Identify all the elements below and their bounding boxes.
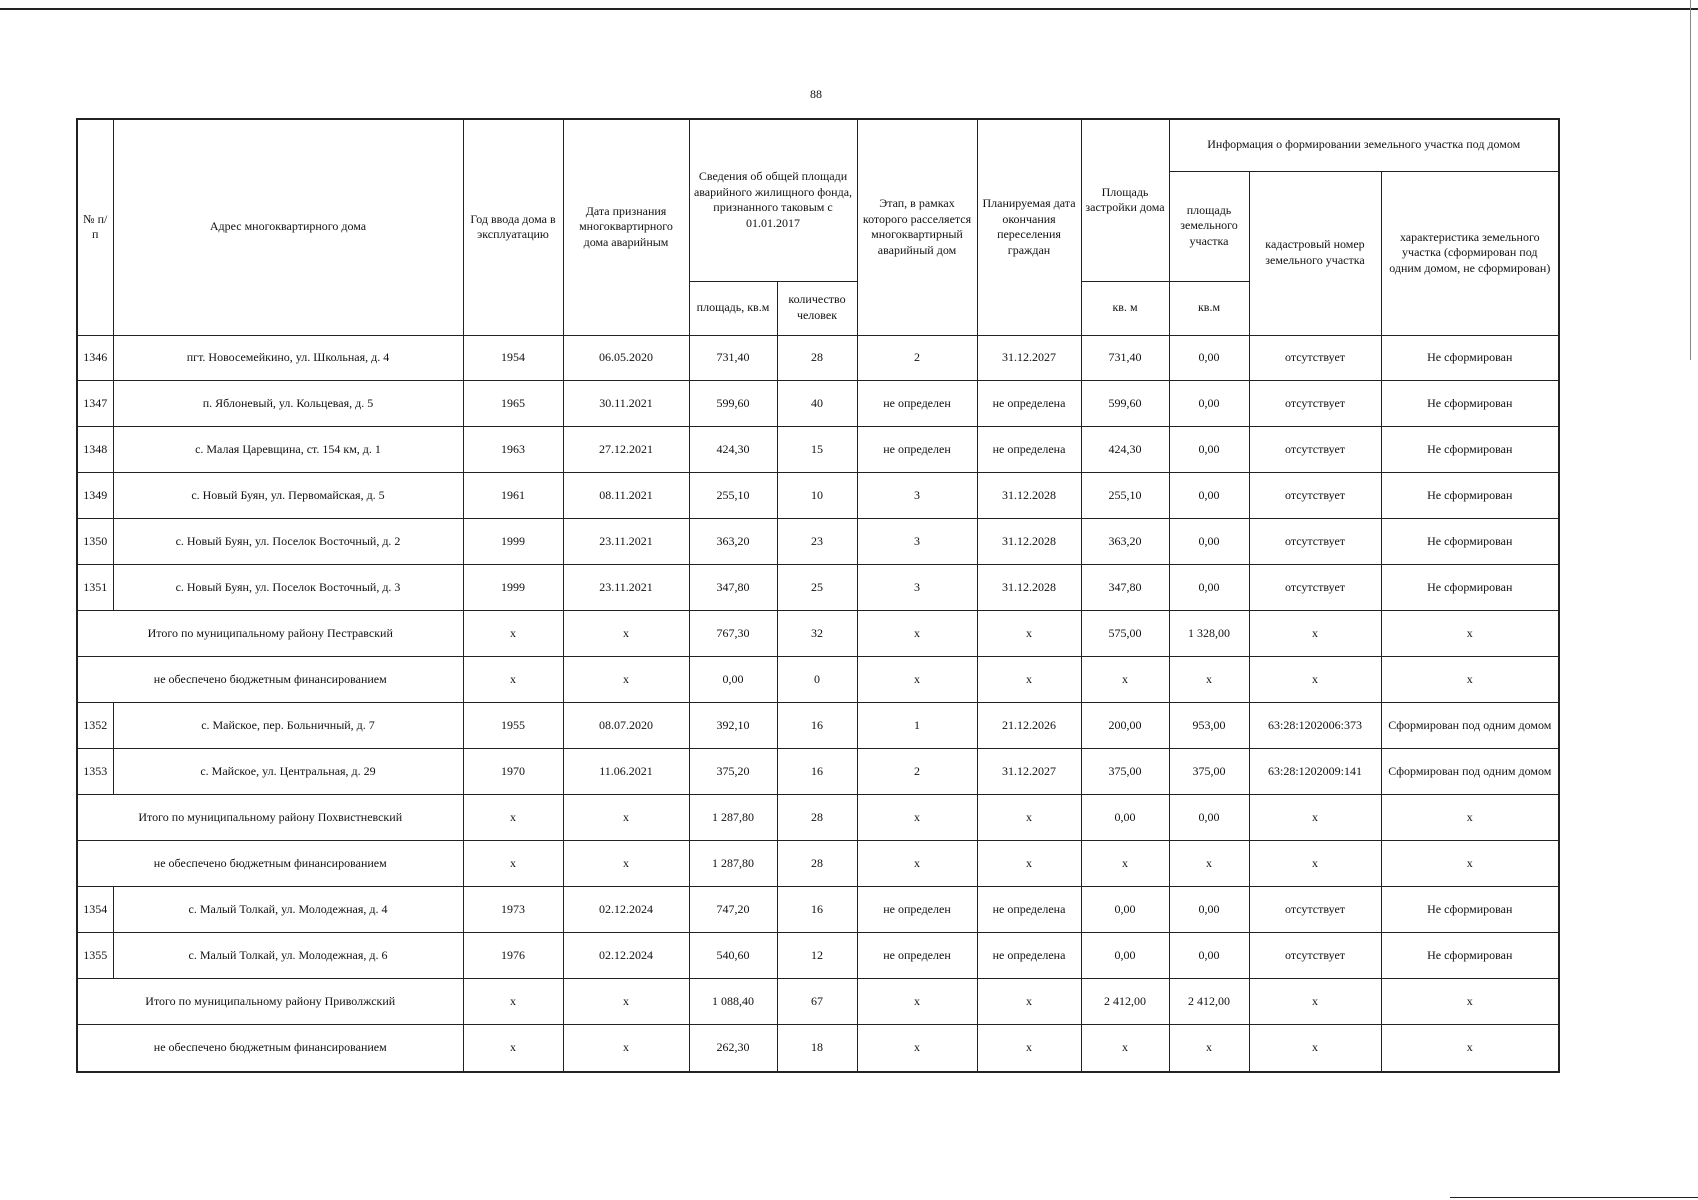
row-stage: не определен — [857, 381, 977, 427]
row-total-label: не обеспечено бюджетным финансированием — [77, 1025, 463, 1072]
table-row — [77, 473, 1559, 519]
row-address: п. Яблоневый, ул. Кольцевая, д. 5 — [113, 381, 463, 427]
row-address: с. Майское, ул. Центральная, д. 29 — [113, 749, 463, 795]
row-cadastral: отсутствует — [1249, 427, 1381, 473]
row-land-area: 0,00 — [1169, 335, 1249, 381]
row-build-area: 2 412,00 — [1081, 979, 1169, 1025]
row-end-date: не определена — [977, 381, 1081, 427]
row-area: 375,20 — [689, 749, 777, 795]
row-year: 1970 — [463, 749, 563, 795]
row-end-date: x — [977, 611, 1081, 657]
row-people: 67 — [777, 979, 857, 1025]
row-area: 747,20 — [689, 887, 777, 933]
total-row — [77, 1025, 1559, 1072]
row-people: 23 — [777, 519, 857, 565]
row-end-date: 31.12.2028 — [977, 565, 1081, 611]
row-build-area: 0,00 — [1081, 887, 1169, 933]
row-end-date: не определена — [977, 887, 1081, 933]
row-land-characteristic: x — [1381, 1025, 1559, 1072]
table-row — [77, 749, 1559, 795]
total-row — [77, 795, 1559, 841]
right-edge-mark — [1690, 0, 1691, 360]
row-land-area: x — [1169, 657, 1249, 703]
row-address: с. Малый Толкай, ул. Молодежная, д. 6 — [113, 933, 463, 979]
row-land-characteristic: Не сформирован — [1381, 335, 1559, 381]
row-stage: не определен — [857, 887, 977, 933]
row-people: 16 — [777, 749, 857, 795]
row-end-date: 31.12.2028 — [977, 473, 1081, 519]
row-date: 02.12.2024 — [563, 933, 689, 979]
row-area: 1 287,80 — [689, 795, 777, 841]
row-cadastral: x — [1249, 657, 1381, 703]
row-land-area: 1 328,00 — [1169, 611, 1249, 657]
row-cadastral: отсутствует — [1249, 519, 1381, 565]
row-year: 1963 — [463, 427, 563, 473]
row-year: 1954 — [463, 335, 563, 381]
row-num: 1348 — [77, 427, 113, 473]
header-cadastral: кадастровый номер земельного участка — [1249, 171, 1381, 335]
row-stage: 3 — [857, 565, 977, 611]
row-build-area: 255,10 — [1081, 473, 1169, 519]
row-year: 1999 — [463, 565, 563, 611]
row-end-date: не определена — [977, 427, 1081, 473]
row-date: x — [563, 795, 689, 841]
row-land-area: 0,00 — [1169, 887, 1249, 933]
row-people: 40 — [777, 381, 857, 427]
row-area: 424,30 — [689, 427, 777, 473]
row-people: 12 — [777, 933, 857, 979]
row-total-label: Итого по муниципальному району Похвистневский — [77, 795, 463, 841]
row-cadastral: x — [1249, 1025, 1381, 1072]
row-land-area: 0,00 — [1169, 427, 1249, 473]
row-num: 1352 — [77, 703, 113, 749]
row-build-area: x — [1081, 841, 1169, 887]
row-land-characteristic: Не сформирован — [1381, 887, 1559, 933]
row-area: 1 088,40 — [689, 979, 777, 1025]
row-stage: x — [857, 1025, 977, 1072]
row-address: с. Новый Буян, ул. Первомайская, д. 5 — [113, 473, 463, 519]
row-num: 1353 — [77, 749, 113, 795]
row-num: 1355 — [77, 933, 113, 979]
table-row — [77, 335, 1559, 381]
row-address: с. Новый Буян, ул. Поселок Восточный, д. 2 — [113, 519, 463, 565]
table-body — [77, 335, 1559, 1072]
row-total-label: Итого по муниципальному району Пестравский — [77, 611, 463, 657]
row-date: 08.07.2020 — [563, 703, 689, 749]
row-land-characteristic: x — [1381, 611, 1559, 657]
row-land-characteristic: Не сформирован — [1381, 519, 1559, 565]
row-cadastral: x — [1249, 795, 1381, 841]
row-num: 1351 — [77, 565, 113, 611]
row-num: 1350 — [77, 519, 113, 565]
row-people: 0 — [777, 657, 857, 703]
header-build-area: Площадь застройки дома — [1081, 119, 1169, 281]
row-date: x — [563, 1025, 689, 1072]
row-land-area: 0,00 — [1169, 795, 1249, 841]
row-stage: 3 — [857, 473, 977, 519]
row-end-date: 31.12.2028 — [977, 519, 1081, 565]
row-build-area: 0,00 — [1081, 933, 1169, 979]
row-cadastral: x — [1249, 841, 1381, 887]
total-row — [77, 979, 1559, 1025]
header-end-date: Планируемая дата окончания переселения граждан — [977, 119, 1081, 335]
row-stage: 2 — [857, 749, 977, 795]
row-land-characteristic: Сформирован под одним домом — [1381, 703, 1559, 749]
row-address: с. Малая Царевщина, ст. 154 км, д. 1 — [113, 427, 463, 473]
row-area: 363,20 — [689, 519, 777, 565]
header-land-characteristic: характеристика земельного участка (сформирован под одним домом, не сформирован) — [1381, 171, 1559, 335]
row-people: 25 — [777, 565, 857, 611]
row-end-date: 21.12.2026 — [977, 703, 1081, 749]
housing-register-table — [76, 118, 1560, 1073]
row-year: 1999 — [463, 519, 563, 565]
table-row — [77, 933, 1559, 979]
row-date: x — [563, 841, 689, 887]
row-year: x — [463, 841, 563, 887]
row-stage: не определен — [857, 427, 977, 473]
row-stage: x — [857, 979, 977, 1025]
row-land-characteristic: Не сформирован — [1381, 933, 1559, 979]
row-year: x — [463, 657, 563, 703]
row-stage: x — [857, 611, 977, 657]
row-build-area: 424,30 — [1081, 427, 1169, 473]
row-cadastral: отсутствует — [1249, 933, 1381, 979]
row-year: 1955 — [463, 703, 563, 749]
header-address: Адрес многоквартирного дома — [113, 119, 463, 335]
row-land-characteristic: Не сформирован — [1381, 565, 1559, 611]
row-end-date: 31.12.2027 — [977, 749, 1081, 795]
row-year: x — [463, 611, 563, 657]
row-stage: не определен — [857, 933, 977, 979]
row-area: 392,10 — [689, 703, 777, 749]
row-land-area: 953,00 — [1169, 703, 1249, 749]
table-row — [77, 565, 1559, 611]
row-build-area: 599,60 — [1081, 381, 1169, 427]
row-cadastral: x — [1249, 611, 1381, 657]
row-build-area: 575,00 — [1081, 611, 1169, 657]
table-row — [77, 427, 1559, 473]
row-land-characteristic: Не сформирован — [1381, 381, 1559, 427]
row-date: x — [563, 611, 689, 657]
row-land-area: 375,00 — [1169, 749, 1249, 795]
table-row — [77, 519, 1559, 565]
row-num: 1347 — [77, 381, 113, 427]
row-land-area: 0,00 — [1169, 519, 1249, 565]
header-recognition-date: Дата признания многоквартирного дома аварийным — [563, 119, 689, 335]
row-build-area: 375,00 — [1081, 749, 1169, 795]
row-cadastral: отсутствует — [1249, 887, 1381, 933]
row-area: 1 287,80 — [689, 841, 777, 887]
row-year: 1961 — [463, 473, 563, 519]
row-date: 23.11.2021 — [563, 565, 689, 611]
row-date: 02.12.2024 — [563, 887, 689, 933]
row-cadastral: 63:28:1202009:141 — [1249, 749, 1381, 795]
row-end-date: x — [977, 841, 1081, 887]
row-area: 262,30 — [689, 1025, 777, 1072]
row-area: 0,00 — [689, 657, 777, 703]
row-land-characteristic: x — [1381, 841, 1559, 887]
header-num: № п/п — [77, 119, 113, 335]
header-land-info: Информация о формировании земельного участка под домом — [1169, 119, 1559, 171]
row-people: 16 — [777, 703, 857, 749]
row-build-area: 363,20 — [1081, 519, 1169, 565]
row-land-characteristic: x — [1381, 979, 1559, 1025]
row-build-area: x — [1081, 657, 1169, 703]
row-address: с. Новый Буян, ул. Поселок Восточный, д. 3 — [113, 565, 463, 611]
row-cadastral: отсутствует — [1249, 335, 1381, 381]
row-date: 27.12.2021 — [563, 427, 689, 473]
row-area: 347,80 — [689, 565, 777, 611]
row-area: 767,30 — [689, 611, 777, 657]
row-num: 1354 — [77, 887, 113, 933]
header-year: Год ввода дома в эксплуатацию — [463, 119, 563, 335]
table-row — [77, 381, 1559, 427]
row-land-area: x — [1169, 1025, 1249, 1072]
row-people: 28 — [777, 841, 857, 887]
table-row — [77, 703, 1559, 749]
row-land-characteristic: Не сформирован — [1381, 427, 1559, 473]
row-num: 1349 — [77, 473, 113, 519]
row-date: 06.05.2020 — [563, 335, 689, 381]
row-cadastral: 63:28:1202006:373 — [1249, 703, 1381, 749]
header-land-area: площадь земельного участка — [1169, 171, 1249, 281]
header-stage: Этап, в рамках которого расселяется многоквартирный аварийный дом — [857, 119, 977, 335]
page-number: 88 — [810, 87, 822, 101]
header-area-info: Сведения об общей площади аварийного жилищного фонда, признанного таковым с 01.01.2017 — [689, 119, 857, 281]
row-year: x — [463, 979, 563, 1025]
row-year: x — [463, 1025, 563, 1072]
row-people: 10 — [777, 473, 857, 519]
row-year: 1965 — [463, 381, 563, 427]
row-people: 16 — [777, 887, 857, 933]
row-land-area: 0,00 — [1169, 933, 1249, 979]
row-date: 30.11.2021 — [563, 381, 689, 427]
header-land-area-unit: кв.м — [1169, 281, 1249, 335]
row-land-characteristic: x — [1381, 795, 1559, 841]
row-people: 28 — [777, 795, 857, 841]
row-date: 11.06.2021 — [563, 749, 689, 795]
row-cadastral: x — [1249, 979, 1381, 1025]
header-area: площадь, кв.м — [689, 281, 777, 335]
header-people: количество человек — [777, 281, 857, 335]
row-end-date: x — [977, 657, 1081, 703]
row-area: 731,40 — [689, 335, 777, 381]
row-stage: x — [857, 795, 977, 841]
row-cadastral: отсутствует — [1249, 381, 1381, 427]
row-date: 23.11.2021 — [563, 519, 689, 565]
row-people: 18 — [777, 1025, 857, 1072]
row-build-area: x — [1081, 1025, 1169, 1072]
row-end-date: 31.12.2027 — [977, 335, 1081, 381]
row-area: 255,10 — [689, 473, 777, 519]
row-year: 1973 — [463, 887, 563, 933]
row-total-label: не обеспечено бюджетным финансированием — [77, 841, 463, 887]
row-end-date: x — [977, 979, 1081, 1025]
row-num: 1346 — [77, 335, 113, 381]
row-land-area: 2 412,00 — [1169, 979, 1249, 1025]
row-build-area: 347,80 — [1081, 565, 1169, 611]
row-land-characteristic: x — [1381, 657, 1559, 703]
bottom-rule — [1450, 1197, 1698, 1198]
row-stage: x — [857, 657, 977, 703]
row-address: с. Майское, пер. Больничный, д. 7 — [113, 703, 463, 749]
row-stage: 1 — [857, 703, 977, 749]
row-stage: 3 — [857, 519, 977, 565]
row-year: 1976 — [463, 933, 563, 979]
header-build-area-unit: кв. м — [1081, 281, 1169, 335]
row-area: 540,60 — [689, 933, 777, 979]
row-date: x — [563, 657, 689, 703]
row-cadastral: отсутствует — [1249, 473, 1381, 519]
row-land-area: 0,00 — [1169, 381, 1249, 427]
row-land-area: x — [1169, 841, 1249, 887]
total-row — [77, 657, 1559, 703]
row-year: x — [463, 795, 563, 841]
row-people: 15 — [777, 427, 857, 473]
row-total-label: Итого по муниципальному району Приволжский — [77, 979, 463, 1025]
row-end-date: x — [977, 1025, 1081, 1072]
top-rule — [0, 8, 1698, 10]
row-build-area: 0,00 — [1081, 795, 1169, 841]
row-land-area: 0,00 — [1169, 473, 1249, 519]
row-land-area: 0,00 — [1169, 565, 1249, 611]
row-end-date: x — [977, 795, 1081, 841]
row-people: 28 — [777, 335, 857, 381]
row-address: с. Малый Толкай, ул. Молодежная, д. 4 — [113, 887, 463, 933]
row-date: x — [563, 979, 689, 1025]
row-people: 32 — [777, 611, 857, 657]
row-stage: x — [857, 841, 977, 887]
row-land-characteristic: Сформирован под одним домом — [1381, 749, 1559, 795]
row-build-area: 200,00 — [1081, 703, 1169, 749]
row-cadastral: отсутствует — [1249, 565, 1381, 611]
row-land-characteristic: Не сформирован — [1381, 473, 1559, 519]
row-address: пгт. Новосемейкино, ул. Школьная, д. 4 — [113, 335, 463, 381]
row-date: 08.11.2021 — [563, 473, 689, 519]
row-build-area: 731,40 — [1081, 335, 1169, 381]
total-row — [77, 841, 1559, 887]
row-area: 599,60 — [689, 381, 777, 427]
row-total-label: не обеспечено бюджетным финансированием — [77, 657, 463, 703]
table-row — [77, 887, 1559, 933]
row-stage: 2 — [857, 335, 977, 381]
total-row — [77, 611, 1559, 657]
row-end-date: не определена — [977, 933, 1081, 979]
